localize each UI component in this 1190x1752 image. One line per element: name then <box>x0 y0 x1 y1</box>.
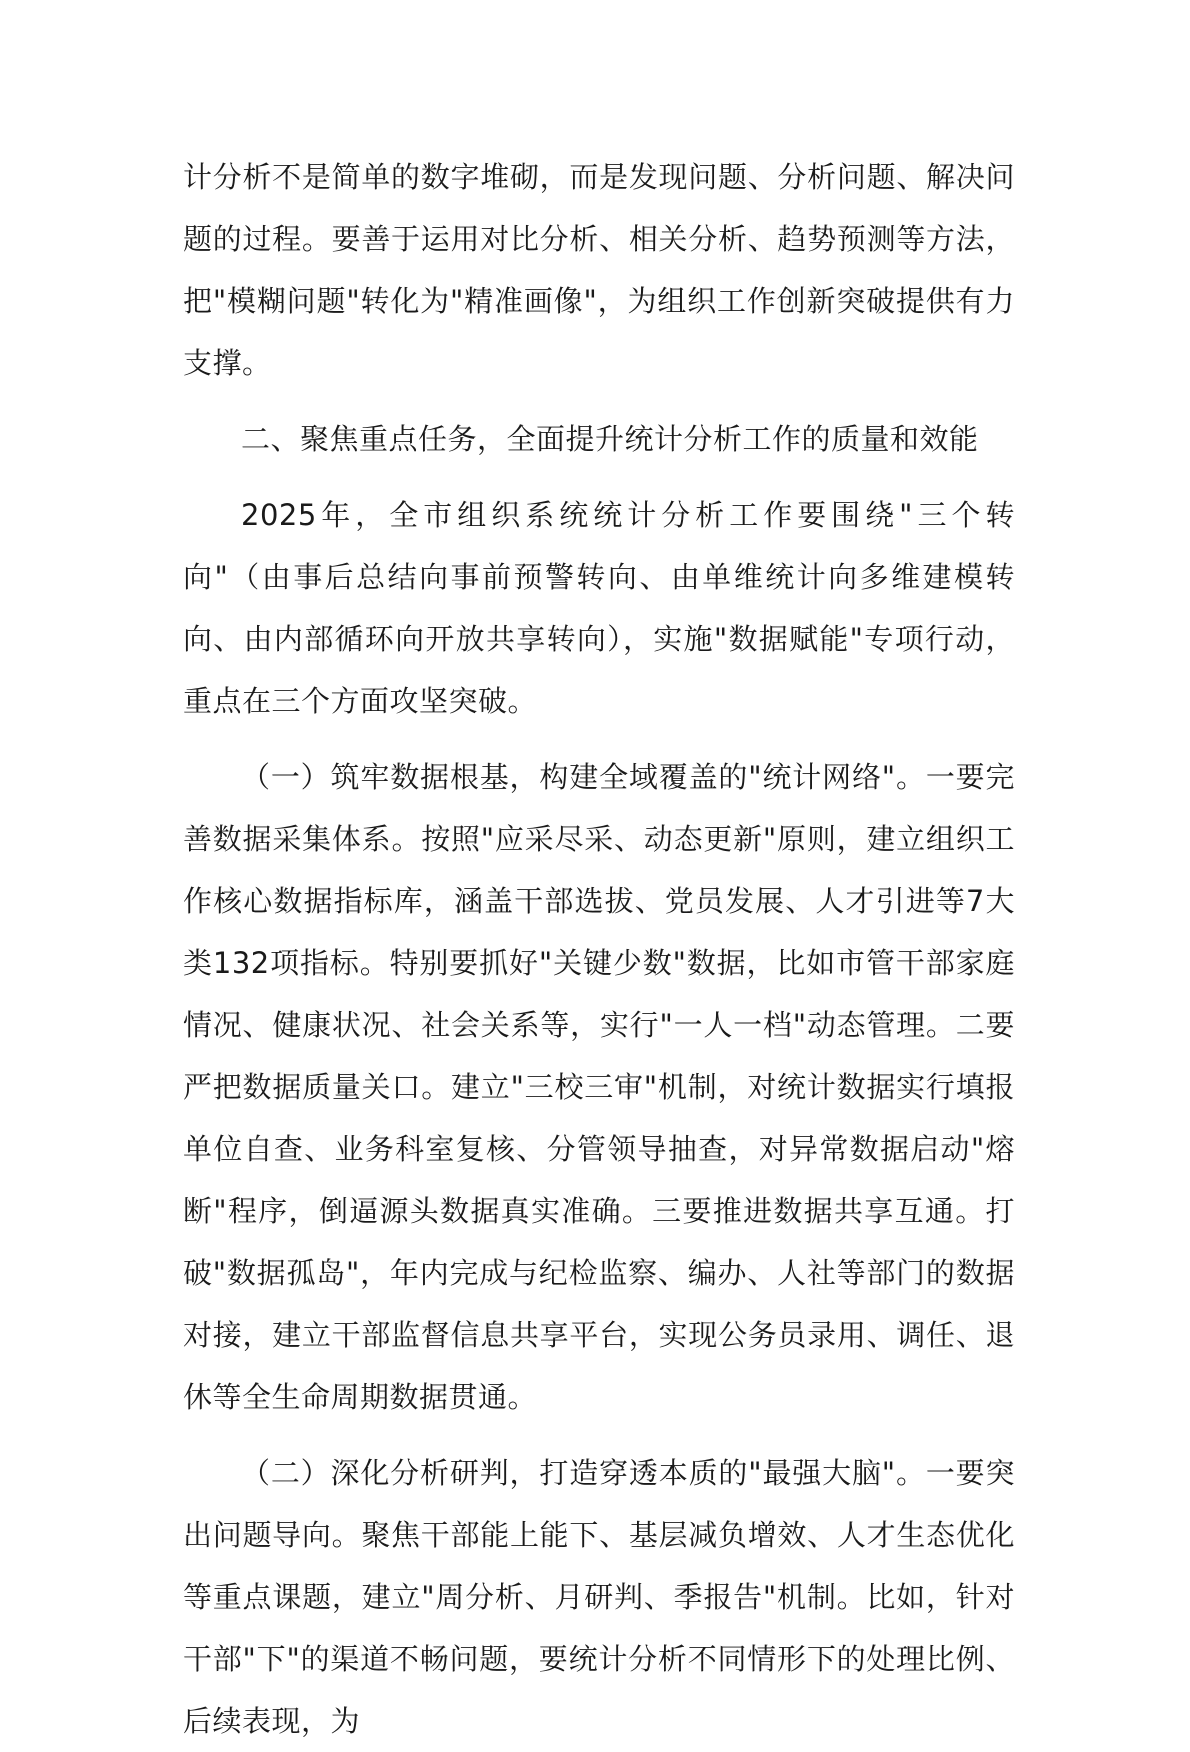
body-text <box>183 146 1015 1752</box>
paragraph-intro: 2025年，全市组织系统统计分析工作要围绕"三个转向"（由事后总结向事前预警转向、由单维统计向多维建模转向、由内部循环向开放共享转向），实施"数据赋能"专项行动，重点在三个方面攻坚突破。 <box>183 498 1015 718</box>
paragraph-subsection-1: （一）筑牢数据根基，构建全域覆盖的"统计网络"。一要完善数据采集体系。按照"应采尽采、动态更新"原则，建立组织工作核心数据指标库，涵盖干部选拔、党员发展、人才引进等7大类132项指标。特别要抓好"关键少数"数据，比如市管干部家庭情况、健康状况、社会关系等，实行"一人一档"动态管理。二要严把数据质量关口。建立"三校三审"机制，对统计数据实行填报单位自查、业务科室复核、分管领导抽查，对异常数据启动"熔断"程序，倒逼源头数据真实准确。三要推进数据共享互通。打破"数据孤岛"，年内完成与纪检监察、编办、人社等部门的数据对接，建立干部监督信息共享平台，实现公务员录用、调任、退休等全生命周期数据贯通。 <box>183 760 1015 1414</box>
paragraph-subsection-2: （二）深化分析研判，打造穿透本质的"最强大脑"。一要突出问题导向。聚焦干部能上能下、基层减负增效、人才生态优化等重点课题，建立"周分析、月研判、季报告"机制。比如，针对干部"下"的渠道不畅问题，要统计分析不同情形下的处理比例、后续表现，为 <box>183 1456 1015 1738</box>
section-heading: 二、聚焦重点任务，全面提升统计分析工作的质量和效能 <box>241 422 979 456</box>
paragraph-continuation: 计分析不是简单的数字堆砌，而是发现问题、分析问题、解决问题的过程。要善于运用对比分析、相关分析、趋势预测等方法，把"模糊问题"转化为"精准画像"，为组织工作创新突破提供有力支撑。 <box>183 160 1015 380</box>
